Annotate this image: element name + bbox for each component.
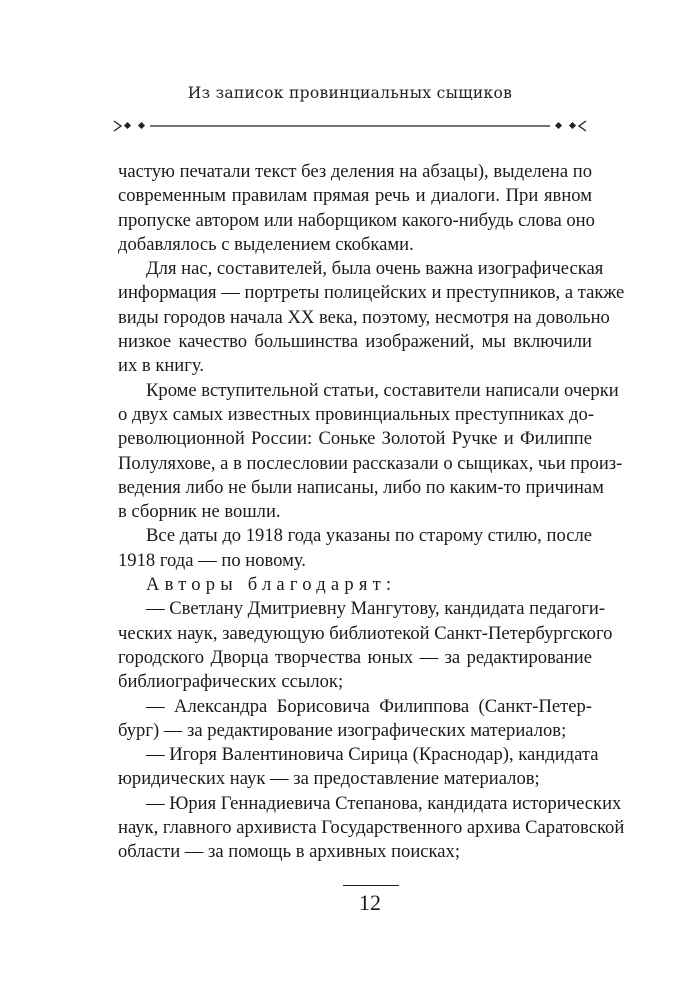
text-line: библиографических ссылок;: [118, 671, 344, 693]
page-number: 12: [359, 890, 381, 915]
text-line: Для нас, составителей, была очень важна изографическая: [146, 258, 604, 280]
text-line: частую печатали текст без деления на абзацы), выделена по: [118, 161, 592, 182]
text-line: ведения либо не были написаны, либо по каким-то причинам: [118, 476, 604, 498]
text-line: революционной России: Соньке Золотой Ручке и Филиппе: [118, 428, 592, 450]
text-line: информация — портреты полицейских и преступников, а также: [118, 282, 625, 304]
text-line: добавлялось с выделением скобками.: [118, 233, 414, 255]
text-line: городского Дворца творчества юных — за редактирование: [118, 646, 592, 668]
folio-rule: [343, 885, 399, 886]
text-line: бург) — за редактирование изографических материалов;: [118, 719, 567, 741]
text-line: наук, главного архивиста Государственного архива Саратовской: [118, 817, 625, 839]
text-line: современным правилам прямая речь и диалоги. При явном: [118, 185, 592, 207]
text-line: их в книгу.: [118, 355, 204, 377]
text-line: ческих наук, заведующую библиотекой Санкт-Петербургского: [118, 622, 613, 644]
text-line: области — за помощь в архивных поисках;: [118, 841, 461, 863]
text-line: виды городов начала XX века, поэтому, несмотря на довольно: [118, 306, 610, 328]
text-line: — Светлану Дмитриевну Мангутову, кандидата педагоги-: [146, 598, 606, 620]
text-line: 1918 года — по новому.: [118, 549, 306, 571]
ornament-divider-icon: [112, 118, 588, 134]
text-line: — Александра Борисовича Филиппова (Санкт-Петер-: [146, 695, 592, 717]
text-line: — Юрия Геннадиевича Степанова, кандидата исторических: [146, 792, 622, 814]
body-text: [118, 160, 625, 865]
text-line: о двух самых известных провинциальных преступниках до-: [118, 403, 595, 425]
text-line: — Игоря Валентиновича Сирица (Краснодар), кандидата: [146, 744, 599, 766]
text-line: Полуляхове, а в послесловии рассказали о сыщиках, чьи произ-: [118, 452, 623, 474]
text-line: низкое качество большинства изображений, мы включили: [118, 331, 592, 353]
text-line: Кроме вступительной статьи, составители написали очерки: [146, 379, 619, 401]
text-line: пропуске автором или наборщиком какого-нибудь слова оно: [118, 209, 595, 231]
text-line: Авторы благодарят:: [146, 574, 397, 596]
text-line: юридических наук — за предоставление материалов;: [118, 768, 540, 790]
text-line: в сборник не вошли.: [118, 501, 281, 523]
running-head: Из записок провинциальных сыщиков: [187, 84, 513, 102]
text-line: Все даты до 1918 года указаны по старому стилю, после: [146, 525, 592, 547]
